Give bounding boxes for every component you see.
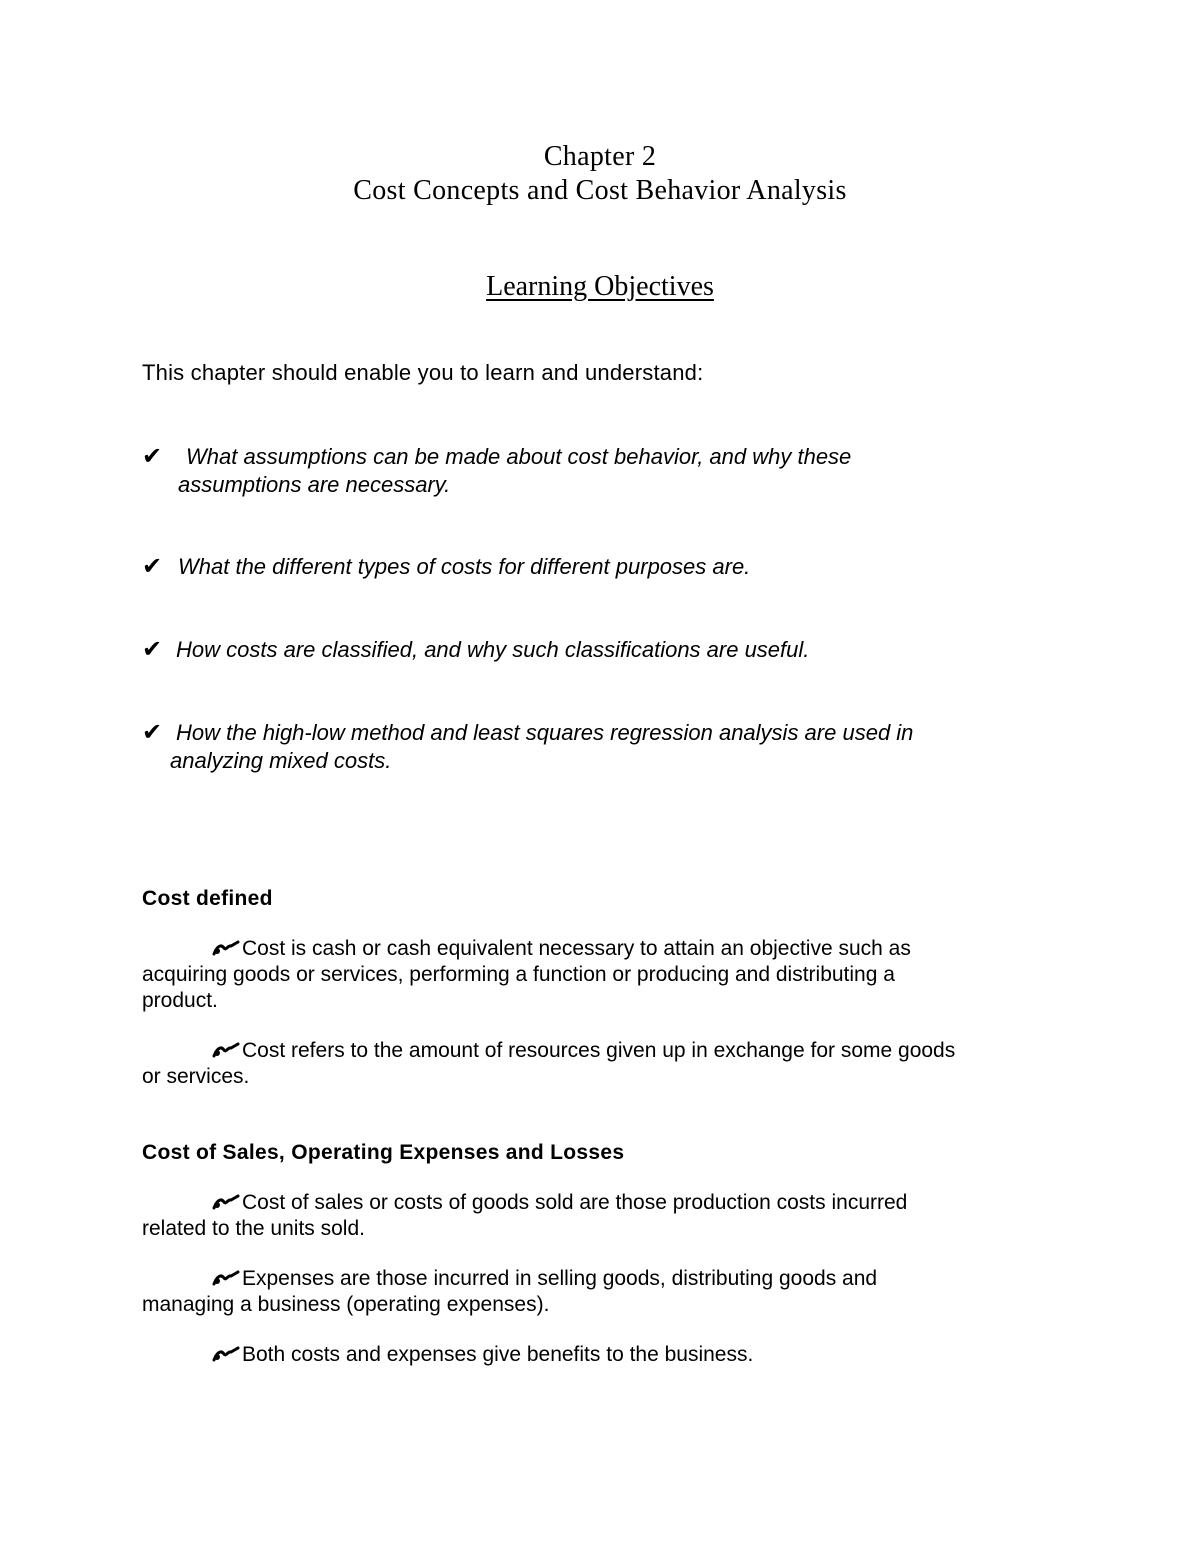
- paragraph: [142, 1266, 1062, 1318]
- writing-hand-icon: [212, 940, 240, 956]
- objective-text: What the different types of costs for different purposes are.: [178, 554, 751, 579]
- paragraph: [142, 1190, 1062, 1242]
- paragraph: [142, 1038, 1062, 1090]
- paragraph-text: Expenses are those incurred in selling goods, distributing goods and: [242, 1267, 878, 1290]
- chapter-header: [0, 140, 1200, 208]
- check-mark-icon: ✔: [142, 636, 163, 663]
- objective-item: [142, 636, 1062, 664]
- section-heading-cost-defined: Cost defined: [142, 887, 273, 910]
- paragraph-text-continued: related to the units sold.: [142, 1217, 365, 1240]
- section-heading-cost-of-sales: Cost of Sales, Operating Expenses and Losses: [142, 1141, 625, 1164]
- check-mark-icon: ✔: [142, 719, 163, 746]
- writing-hand-icon: [212, 1270, 240, 1286]
- paragraph-text: Cost of sales or costs of goods sold are those production costs incurred: [242, 1191, 908, 1214]
- objective-text: How the high-low method and least squares regression analysis are used in: [176, 720, 914, 745]
- objectives-intro: This chapter should enable you to learn and understand:: [142, 360, 704, 385]
- paragraph-text-continued: managing a business (operating expenses).: [142, 1293, 550, 1316]
- paragraph-text: Both costs and expenses give benefits to the business.: [242, 1343, 754, 1366]
- objective-text-continued: assumptions are necessary.: [178, 472, 451, 497]
- paragraph-text-continued: acquiring goods or services, performing a function or producing and distributing a: [142, 963, 895, 986]
- learning-objectives-heading: Learning Objectives: [486, 271, 714, 302]
- paragraph-text: Cost is cash or cash equivalent necessary to attain an objective such as: [242, 937, 911, 960]
- paragraph: [142, 1342, 1062, 1368]
- objective-text: What assumptions can be made about cost behavior, and why these: [186, 444, 852, 469]
- paragraph-text-continued: or services.: [142, 1065, 250, 1088]
- check-mark-icon: ✔: [142, 553, 163, 580]
- writing-hand-icon: [212, 1194, 240, 1210]
- objective-item: [142, 553, 1062, 581]
- objective-item: [142, 719, 1062, 775]
- objective-text: How costs are classified, and why such classifications are useful.: [176, 637, 810, 662]
- chapter-title: Cost Concepts and Cost Behavior Analysis: [353, 175, 847, 206]
- writing-hand-icon: [212, 1042, 240, 1058]
- writing-hand-icon: [212, 1346, 240, 1362]
- chapter-number: Chapter 2: [543, 141, 657, 172]
- objective-item: [142, 443, 1062, 499]
- check-mark-icon: ✔: [142, 443, 163, 470]
- paragraph: [142, 936, 1062, 1014]
- paragraph-text: Cost refers to the amount of resources given up in exchange for some goods: [242, 1039, 956, 1062]
- paragraph-text-continued: product.: [142, 989, 218, 1012]
- objective-text-continued: analyzing mixed costs.: [170, 748, 392, 773]
